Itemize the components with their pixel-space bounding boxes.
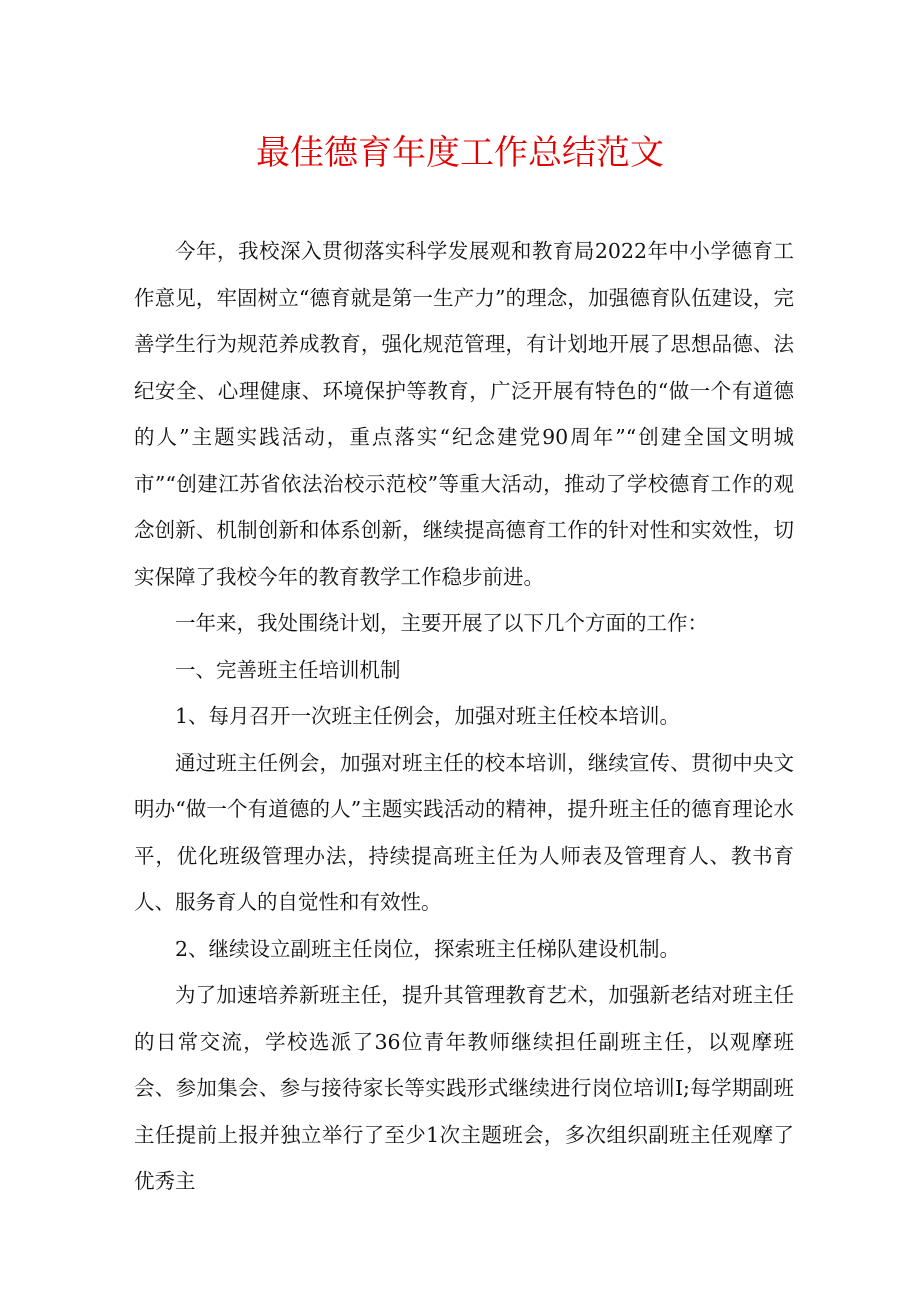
paragraph-deputy: 为了加速培养新班主任，提升其管理教育艺术，加强新老结对班主任的日常交流，学校选派了36位青年教师继续担任副班主任，以观摩班会、参加集会、参与接待家长等实践形式继续进行岗位培训I;每学期副班主任提前上报并独立举行了至少1次主题班会，多次组织副班主任观摩了优秀主: [134, 983, 794, 1193]
subheading-2: 2、继续设立副班主任岗位，探索班主任梯队建设机制。: [175, 936, 681, 961]
section-heading-1: 一、完善班主任培训机制: [175, 657, 401, 682]
paragraph-intro: 今年，我校深入贯彻落实科学发展观和教育局2022年中小学德育工作意见，牢固树立“德育就是第一生产力”的理念，加强德育队伍建设，完善学生行为规范养成教育，强化规范管理，有计划地开展了思想品德、法纪安全、心理健康、环境保护等教育，广泛开展有特色的“做一个有道德的人”主题实践活动，重点落实“纪念建党90周年”“创建全国文明城市”“创建江苏省依法治校示范校”等重大活动，推动了学校德育工作的观念创新、机制创新和体系创新，继续提高德育工作的针对性和实效性，切实保障了我校今年的教育教学工作稳步前进。: [134, 239, 794, 589]
paragraph-training: 通过班主任例会，加强对班主任的校本培训，继续宣传、贯彻中央文明办“做一个有道德的人”主题实践活动的精神，提升班主任的德育理论水平，优化班级管理办法，持续提高班主任为人师表及管理育人、教书育人、服务育人的自觉性和有效性。: [134, 750, 794, 914]
document-body: [134, 228, 794, 1205]
subheading-1: 1、每月召开一次班主任例会，加强对班主任校本培训。: [175, 704, 681, 728]
document-title: 最佳德育年度工作总结范文: [256, 133, 664, 173]
paragraph-summary: 一年来，我处围绕计划，主要开展了以下几个方面的工作：: [175, 611, 708, 635]
